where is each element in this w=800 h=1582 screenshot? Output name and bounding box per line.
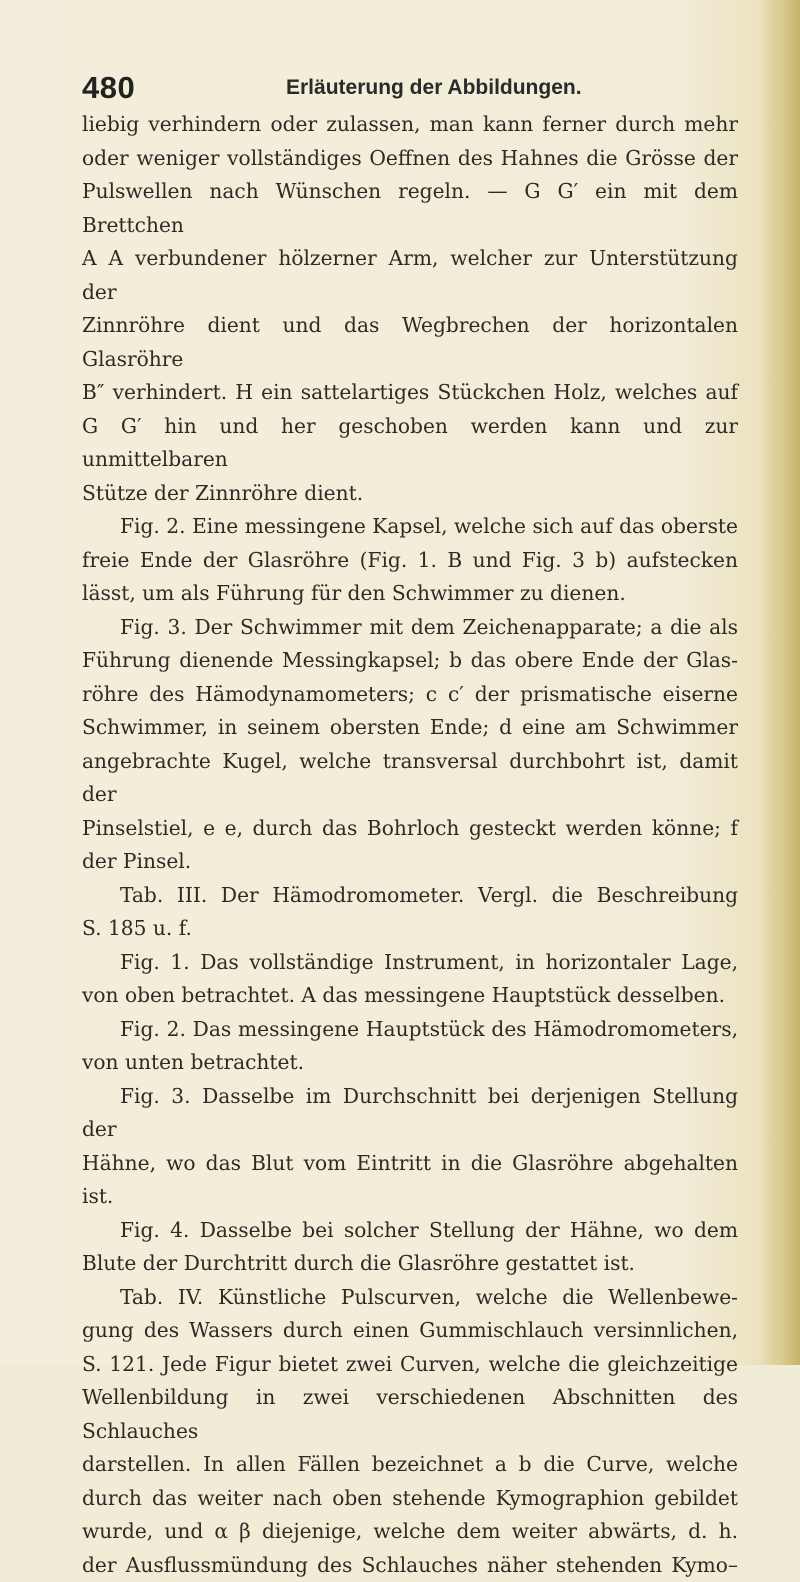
page-header xyxy=(82,66,722,110)
text-line: der Ausflussmündung des Schlauches näher stehenden Kymo– xyxy=(82,1549,738,1582)
text-line: Tab. III. Der Hämodromometer. Vergl. die Beschreibung xyxy=(82,879,738,913)
text-line: Wellenbildung in zwei verschiedenen Abschnitten des Schlauches xyxy=(82,1381,738,1448)
text-line: Fig. 1. Das vollständige Instrument, in horizontaler Lage, xyxy=(82,946,738,980)
text-line: röhre des Hämodynamometers; c c′ der prismatische eiserne xyxy=(82,678,738,712)
text-line: B″ verhindert. H ein sattelartiges Stückchen Holz, welches auf xyxy=(82,376,738,410)
text-line: durch das weiter nach oben stehende Kymographion gebildet xyxy=(82,1482,738,1516)
body-text xyxy=(82,108,738,1582)
text-line: Stütze der Zinnröhre dient. xyxy=(82,477,738,511)
text-line: von unten betrachtet. xyxy=(82,1046,738,1080)
text-line: der Pinsel. xyxy=(82,845,738,879)
text-line: Fig. 2. Das messingene Hauptstück des Hämodromometers, xyxy=(82,1013,738,1047)
text-line: Blute der Durchtritt durch die Glasröhre gestattet ist. xyxy=(82,1247,738,1281)
text-line: wurde, und α β diejenige, welche dem weiter abwärts, d. h. xyxy=(82,1515,738,1549)
text-line: Fig. 3. Dasselbe im Durchschnitt bei derjenigen Stellung der xyxy=(82,1080,738,1147)
text-line: G G′ hin und her geschoben werden kann und zur unmittelbaren xyxy=(82,410,738,477)
text-line: Schwimmer, in seinem obersten Ende; d eine am Schwimmer xyxy=(82,711,738,745)
text-line: von oben betrachtet. A das messingene Hauptstück desselben. xyxy=(82,979,738,1013)
text-line: Tab. IV. Künstliche Pulscurven, welche die Wellenbewe- xyxy=(82,1281,738,1315)
page-edge-shading xyxy=(758,0,800,1365)
page-number: 480 xyxy=(82,66,135,110)
text-line: Fig. 3. Der Schwimmer mit dem Zeichenapparate; a die als xyxy=(82,611,738,645)
text-line: Hähne, wo das Blut vom Eintritt in die Glasröhre abgehalten ist. xyxy=(82,1147,738,1214)
text-line: A A verbundener hölzerner Arm, welcher zur Unterstützung der xyxy=(82,242,738,309)
text-line: Führung dienende Messingkapsel; b das obere Ende der Glas- xyxy=(82,644,738,678)
text-line: liebig verhindern oder zulassen, man kann ferner durch mehr xyxy=(82,108,738,142)
text-line: Pinselstiel, e e, durch das Bohrloch gesteckt werden könne; f xyxy=(82,812,738,846)
text-line: darstellen. In allen Fällen bezeichnet a b die Curve, welche xyxy=(82,1448,738,1482)
text-line: Zinnröhre dient und das Wegbrechen der horizontalen Glasröhre xyxy=(82,309,738,376)
text-line: gung des Wassers durch einen Gummischlauch versinnlichen, xyxy=(82,1314,738,1348)
text-line: Fig. 2. Eine messingene Kapsel, welche sich auf das oberste xyxy=(82,510,738,544)
text-line: lässt, um als Führung für den Schwimmer zu dienen. xyxy=(82,577,738,611)
text-line: Fig. 4. Dasselbe bei solcher Stellung der Hähne, wo dem xyxy=(82,1214,738,1248)
text-line: freie Ende der Glasröhre (Fig. 1. B und Fig. 3 b) aufstecken xyxy=(82,544,738,578)
text-line: S. 121. Jede Figur bietet zwei Curven, welche die gleichzeitige xyxy=(82,1348,738,1382)
running-head: Erläuterung der Abbildungen. xyxy=(286,68,582,108)
text-line: angebrachte Kugel, welche transversal durchbohrt ist, damit der xyxy=(82,745,738,812)
text-line: S. 185 u. f. xyxy=(82,912,738,946)
text-line: oder weniger vollständiges Oeffnen des Hahnes die Grösse der xyxy=(82,142,738,176)
text-line: Pulswellen nach Wünschen regeln. — G G′ ein mit dem Brettchen xyxy=(82,175,738,242)
